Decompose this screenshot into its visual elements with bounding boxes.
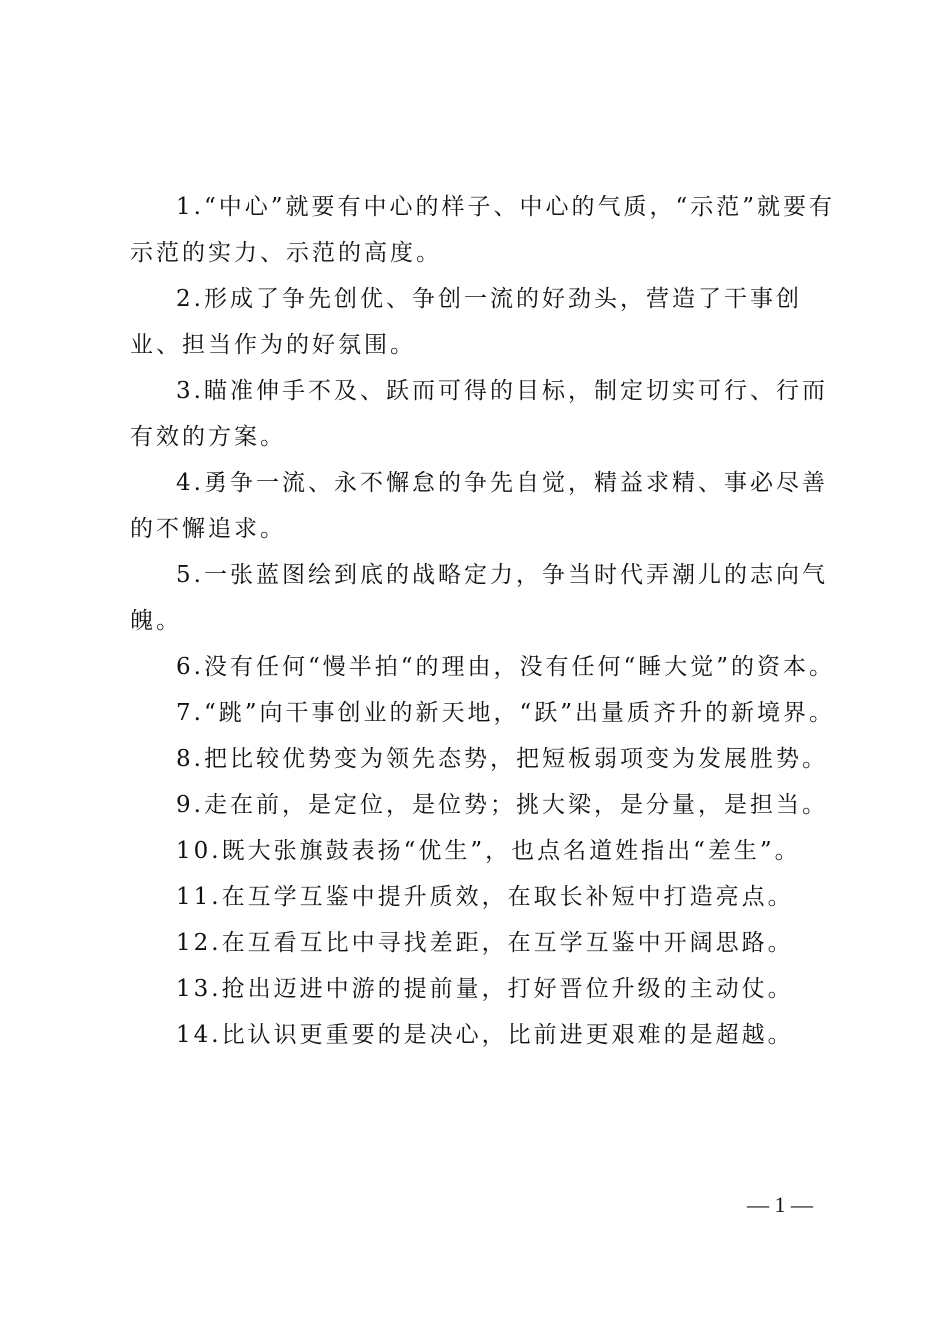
paragraph-11: 11.在互学互鉴中提升质效，在取长补短中打造亮点。 xyxy=(176,884,794,910)
paragraph-2: 2.形成了争先创优、争创一流的好劲头，营造了干事创业、担当作为的好氛围。 xyxy=(130,286,802,358)
page-number: — 1 — xyxy=(747,1192,813,1217)
paragraph-1: 1.“中心”就要有中心的样子、中心的气质，“示范”就要有示范的实力、示范的高度。 xyxy=(130,194,835,266)
paragraph-8: 8.把比较优势变为领先态势，把短板弱项变为发展胜势。 xyxy=(176,746,828,772)
paragraph-14: 14.比认识更重要的是决心，比前进更艰难的是超越。 xyxy=(176,1022,794,1048)
paragraph-3: 3.瞄准伸手不及、跃而可得的目标，制定切实可行、行而有效的方案。 xyxy=(130,378,828,450)
paragraph-7: 7.“跳”向干事创业的新天地，“跃”出量质齐升的新境界。 xyxy=(176,700,835,726)
paragraph-9: 9.走在前，是定位，是位势；挑大梁，是分量，是担当。 xyxy=(176,792,828,818)
paragraph-12: 12.在互看互比中寻找差距，在互学互鉴中开阔思路。 xyxy=(176,930,794,956)
paragraph-6: 6.没有任何“慢半拍“的理由，没有任何“睡大觉”的资本。 xyxy=(176,654,835,680)
paragraph-5: 5.一张蓝图绘到底的战略定力，争当时代弄潮儿的志向气魄。 xyxy=(130,562,828,634)
paragraph-10: 10.既大张旗鼓表扬“优生”，也点名道姓指出“差生”。 xyxy=(176,838,801,864)
paragraph-4: 4.勇争一流、永不懈怠的争先自觉，精益求精、事必尽善的不懈追求。 xyxy=(130,470,828,542)
paragraph-13: 13.抢出迈进中游的提前量，打好晋位升级的主动仗。 xyxy=(176,976,794,1002)
body-text xyxy=(130,184,850,1058)
